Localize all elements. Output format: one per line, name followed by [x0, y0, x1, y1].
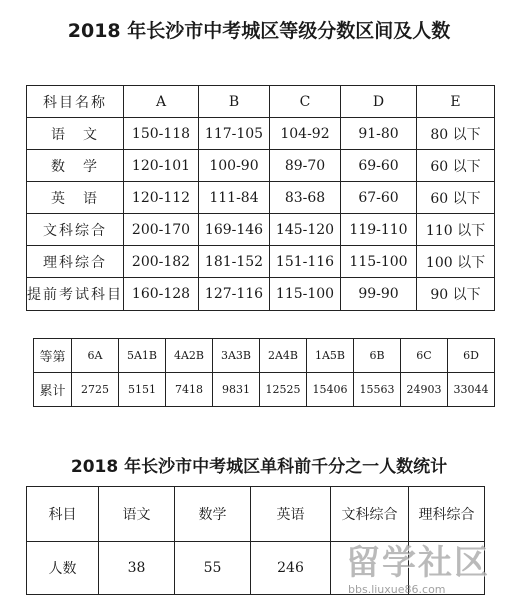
count-cell: 38 [99, 542, 175, 595]
header-cell: E [417, 86, 495, 118]
count-cell: 55 [175, 542, 251, 595]
table-row [27, 278, 495, 311]
grade-cell: 1A5B [307, 339, 354, 373]
table-header-row [27, 86, 495, 118]
grade-cell: 4A2B [166, 339, 213, 373]
count-cell: 33044 [448, 373, 495, 407]
grade-cell: 2A4B [260, 339, 307, 373]
header-cell: 语文 [99, 487, 175, 542]
subject-cell: 语 文 [27, 118, 124, 150]
subject-cell: 提前考试科目 [27, 278, 124, 311]
watermark-text: 留学社区 [346, 543, 490, 583]
score-cell: 67-60 [341, 182, 417, 214]
score-cell: 181-152 [199, 246, 270, 278]
grade-cell: 6C [401, 339, 448, 373]
header-cell: B [199, 86, 270, 118]
subject-cell: 数 学 [27, 150, 124, 182]
header-cell: C [270, 86, 341, 118]
score-cell: 91-80 [341, 118, 417, 150]
grade-cell: 5A1B [119, 339, 166, 373]
count-cell: 12525 [260, 373, 307, 407]
count-cell [409, 542, 485, 595]
score-cell: 115-100 [341, 246, 417, 278]
top-permille-table [26, 486, 485, 595]
table-header-row [27, 487, 485, 542]
score-cell: 83-68 [270, 182, 341, 214]
score-cell: 60 以下 [417, 182, 495, 214]
score-cell: 104-92 [270, 118, 341, 150]
score-cell: 151-116 [270, 246, 341, 278]
grade-cell: 3A3B [213, 339, 260, 373]
count-cell: 246 [251, 542, 331, 595]
header-cell: A [124, 86, 199, 118]
header-cell: 英语 [251, 487, 331, 542]
header-cell: 文科综合 [331, 487, 409, 542]
score-cell: 120-112 [124, 182, 199, 214]
score-cell: 100 以下 [417, 246, 495, 278]
section-title: 2018 年长沙市中考城区单科前千分之一人数统计 [70, 457, 448, 477]
grade-cell: 6B [354, 339, 401, 373]
table-row [27, 182, 495, 214]
subject-cell: 英 语 [27, 182, 124, 214]
grade-cell: 6D [448, 339, 495, 373]
score-cell: 80 以下 [417, 118, 495, 150]
count-cell: 5151 [119, 373, 166, 407]
count-cell: 9831 [213, 373, 260, 407]
subject-cell: 文科综合 [27, 214, 124, 246]
score-cell: 200-170 [124, 214, 199, 246]
count-cell: 24903 [401, 373, 448, 407]
score-cell: 90 以下 [417, 278, 495, 311]
header-cell: 数学 [175, 487, 251, 542]
header-cell: 科目名称 [27, 86, 124, 118]
count-cell: 7418 [166, 373, 213, 407]
score-cell: 150-118 [124, 118, 199, 150]
score-cell: 145-120 [270, 214, 341, 246]
table-row [27, 214, 495, 246]
score-cell: 127-116 [199, 278, 270, 311]
header-cell: D [341, 86, 417, 118]
page-title: 2018 年长沙市中考城区等级分数区间及人数 [67, 20, 451, 42]
subject-cell: 理科综合 [27, 246, 124, 278]
grade-cell: 6A [72, 339, 119, 373]
table-row [34, 373, 495, 407]
score-cell: 110 以下 [417, 214, 495, 246]
count-label-cell: 累计 [34, 373, 72, 407]
count-cell: 15406 [307, 373, 354, 407]
score-cell: 69-60 [341, 150, 417, 182]
grade-score-table [26, 85, 495, 311]
count-cell: 2725 [72, 373, 119, 407]
score-cell: 200-182 [124, 246, 199, 278]
table-row [27, 118, 495, 150]
score-cell: 115-100 [270, 278, 341, 311]
count-cell: 15563 [354, 373, 401, 407]
watermark-url: bbs.liuxue86.com [348, 583, 446, 596]
score-cell: 160-128 [124, 278, 199, 311]
score-cell: 120-101 [124, 150, 199, 182]
score-cell: 119-110 [341, 214, 417, 246]
count-cell [331, 542, 409, 595]
table-row [27, 246, 495, 278]
score-cell: 99-90 [341, 278, 417, 311]
grade-label-cell: 等第 [34, 339, 72, 373]
row-label-cell: 人数 [27, 542, 99, 595]
table-row [27, 150, 495, 182]
header-cell: 科目 [27, 487, 99, 542]
score-cell: 100-90 [199, 150, 270, 182]
score-cell: 169-146 [199, 214, 270, 246]
cumulative-count-table [33, 338, 495, 407]
header-cell: 理科综合 [409, 487, 485, 542]
score-cell: 89-70 [270, 150, 341, 182]
table-row [27, 542, 485, 595]
table-header-row [34, 339, 495, 373]
score-cell: 117-105 [199, 118, 270, 150]
score-cell: 60 以下 [417, 150, 495, 182]
score-cell: 111-84 [199, 182, 270, 214]
